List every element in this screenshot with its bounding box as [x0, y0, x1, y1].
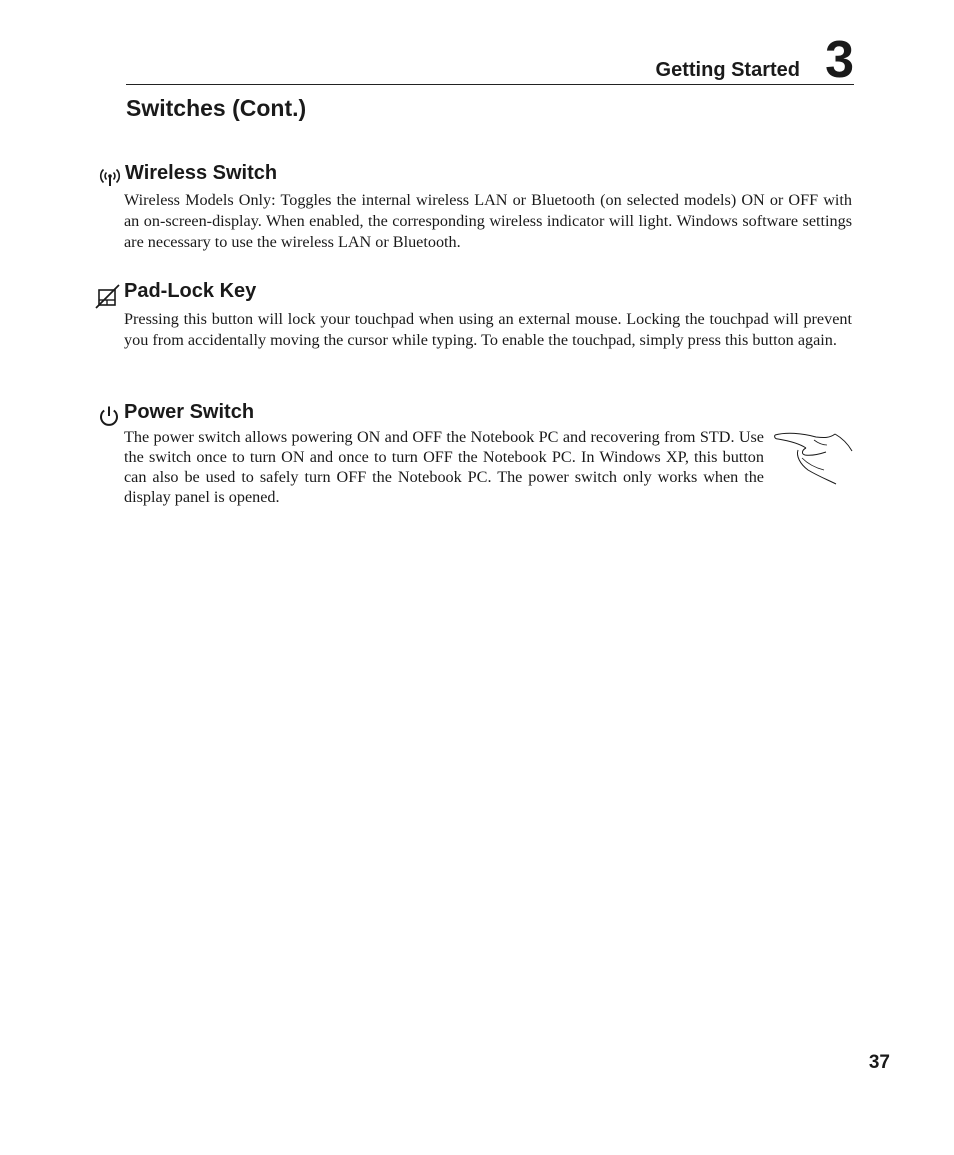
power-icon	[97, 404, 121, 428]
chapter-number: 3	[825, 31, 854, 89]
page-number: 37	[868, 1052, 890, 1073]
wireless-icon	[98, 164, 122, 188]
pad-lock-key-description: Pressing this button will lock your touchpad when using an external mouse. Locking the touchpad will prevent you from accidentally moving the cursor while typing. To enable the touchpad, simply press this button again.	[124, 310, 852, 349]
power-switch-description: The power switch allows powering ON and OFF the Notebook PC and recovering from STD. Use the switch once to turn ON and once to turn OFF the Notebook PC. In Windows XP, this button can also be used to safely turn OFF the Notebook PC. The power switch only works when the display panel is opened.	[124, 428, 764, 506]
power-switch-heading: Power Switch	[124, 401, 255, 423]
pad-lock-key-heading: Pad-Lock Key	[124, 280, 257, 302]
chapter-title: Getting Started	[655, 59, 800, 81]
page-title: Switches (Cont.)	[126, 95, 307, 121]
touchpad-lock-icon	[95, 283, 121, 309]
page-header	[126, 30, 854, 89]
wireless-switch-description: Wireless Models Only: Toggles the internal wireless LAN or Bluetooth (on selected models) ON or OFF with an on-screen-display. When enabled, the corresponding wireless indicator will light. Windows software settings are necessary to use the wireless LAN or Bluetooth.	[124, 191, 852, 251]
wireless-switch-heading: Wireless Switch	[125, 162, 278, 184]
pressing-hand-icon	[772, 428, 854, 486]
